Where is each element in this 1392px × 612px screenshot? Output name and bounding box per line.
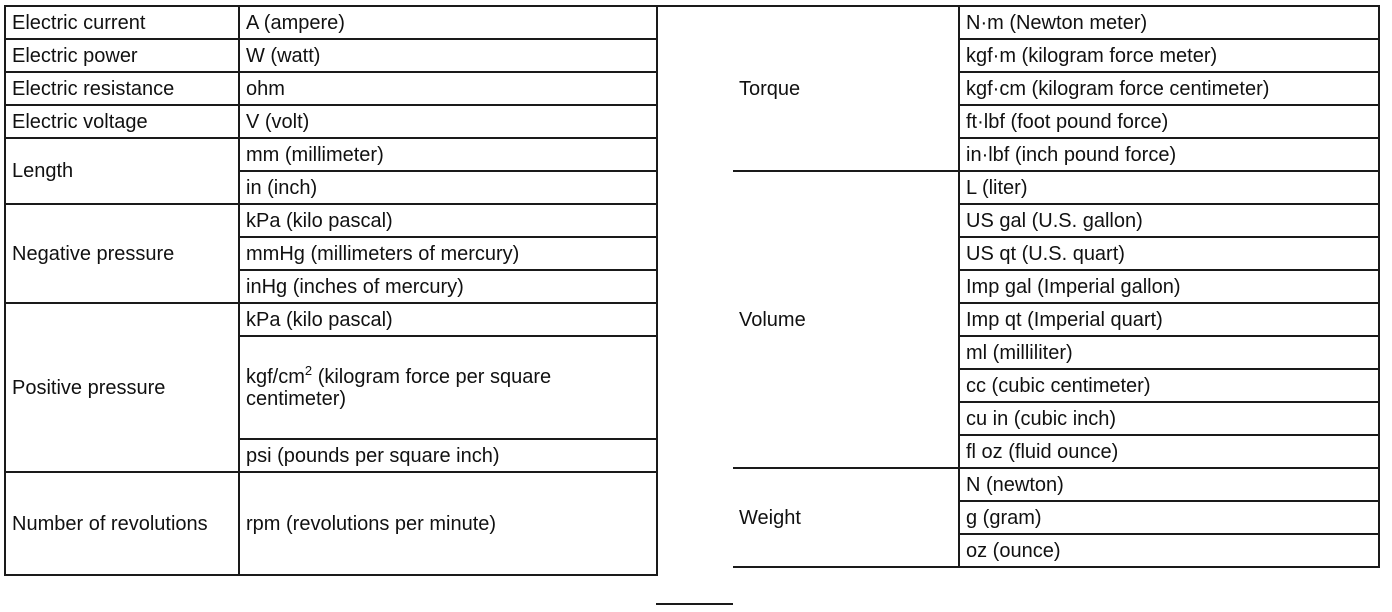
table-row	[5, 105, 657, 138]
unit-cell: kPa (kilo pascal)	[239, 303, 657, 336]
unit-cell: in·lbf (inch pound force)	[959, 138, 1379, 171]
unit-cell: W (watt)	[239, 39, 657, 72]
quantity-cell: Electric resistance	[5, 72, 239, 105]
unit-cell: g (gram)	[959, 501, 1379, 534]
unit-cell: fl oz (fluid ounce)	[959, 435, 1379, 468]
quantity-cell: Electric voltage	[5, 105, 239, 138]
unit-description: (kilogram force per square centimeter)	[246, 365, 552, 410]
unit-cell: N (newton)	[959, 468, 1379, 501]
unit-cell: mm (millimeter)	[239, 138, 657, 171]
unit-cell: rpm (revolutions per minute)	[239, 472, 657, 575]
table-row	[5, 39, 657, 72]
quantity-cell: Electric power	[5, 39, 239, 72]
table-row	[733, 6, 1379, 39]
quantity-cell: Volume	[733, 171, 959, 468]
unit-cell: ml (milliliter)	[959, 336, 1379, 369]
units-table-left	[4, 5, 658, 576]
unit-cell: A (ampere)	[239, 6, 657, 39]
quantity-cell: Negative pressure	[5, 204, 239, 303]
unit-cell: Imp gal (Imperial gallon)	[959, 270, 1379, 303]
unit-cell: Imp qt (Imperial quart)	[959, 303, 1379, 336]
unit-cell: oz (ounce)	[959, 534, 1379, 567]
units-table-right	[733, 5, 1380, 568]
table-row	[5, 72, 657, 105]
table-row	[733, 171, 1379, 204]
unit-cell: US gal (U.S. gallon)	[959, 204, 1379, 237]
unit-cell: ohm	[239, 72, 657, 105]
unit-cell: kPa (kilo pascal)	[239, 204, 657, 237]
unit-cell: mmHg (millimeters of mercury)	[239, 237, 657, 270]
unit-cell: V (volt)	[239, 105, 657, 138]
unit-cell: inHg (inches of mercury)	[239, 270, 657, 303]
unit-cell	[239, 336, 657, 439]
quantity-cell: Electric current	[5, 6, 239, 39]
unit-cell: cc (cubic centimeter)	[959, 369, 1379, 402]
unit-cell: kgf·cm (kilogram force centimeter)	[959, 72, 1379, 105]
unit-cell: in (inch)	[239, 171, 657, 204]
unit-base: kgf/cm	[246, 365, 305, 388]
table-row	[5, 6, 657, 39]
table-row	[5, 204, 657, 237]
unit-superscript: 2	[304, 362, 313, 378]
unit-cell: ft·lbf (foot pound force)	[959, 105, 1379, 138]
quantity-cell: Length	[5, 138, 239, 204]
quantity-cell: Number of revolutions	[5, 472, 239, 575]
quantity-cell: Positive pressure	[5, 303, 239, 472]
quantity-cell: Torque	[733, 6, 959, 171]
quantity-cell: Weight	[733, 468, 959, 567]
table-row	[733, 468, 1379, 501]
unit-cell: kgf·m (kilogram force meter)	[959, 39, 1379, 72]
unit-cell: N·m (Newton meter)	[959, 6, 1379, 39]
center-gap	[656, 5, 733, 605]
unit-cell: cu in (cubic inch)	[959, 402, 1379, 435]
table-row	[5, 472, 657, 575]
unit-cell: psi (pounds per square inch)	[239, 439, 657, 472]
unit-cell: US qt (U.S. quart)	[959, 237, 1379, 270]
unit-cell: L (liter)	[959, 171, 1379, 204]
table-row	[5, 138, 657, 171]
table-row	[5, 303, 657, 336]
